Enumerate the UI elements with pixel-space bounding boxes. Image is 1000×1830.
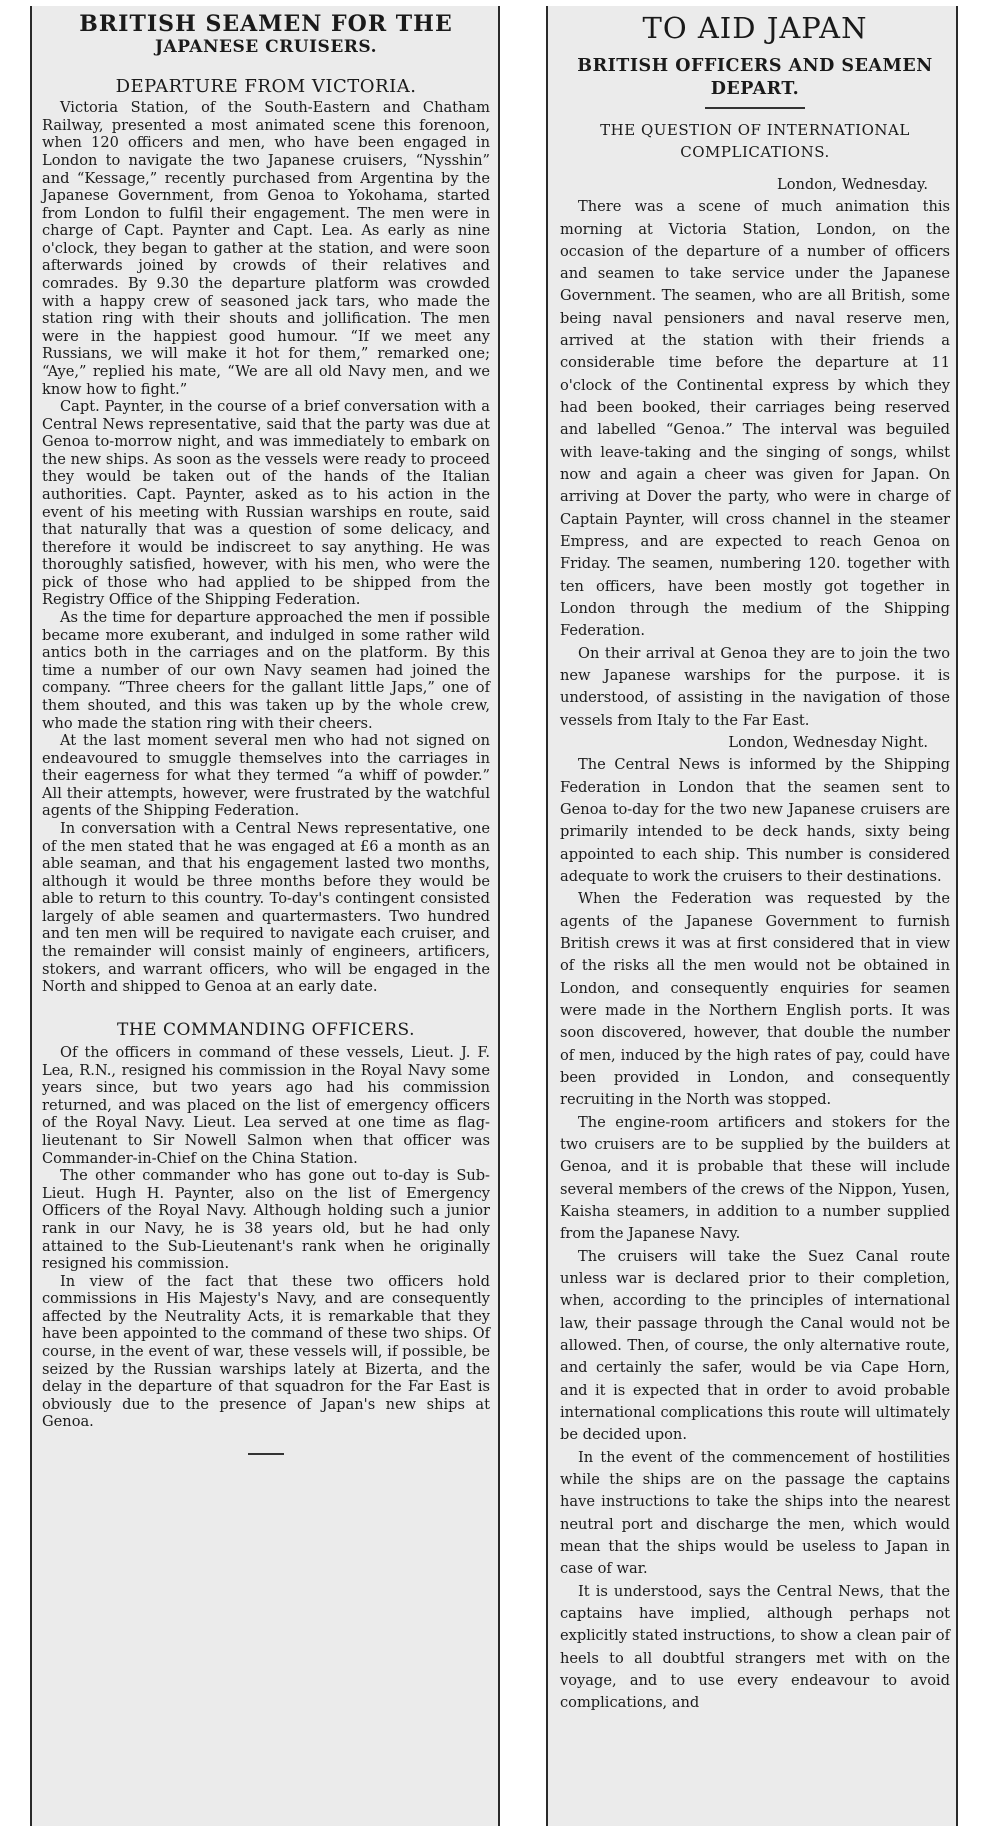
right-paragraph: When the Federation was requested by the agents of the Japanese Government to furnish British crews it was at first considered that in view of the risks all the men would not be obtained in London, and consequently enquiries for seamen were made in the Northern English ports. It was soon discovered, however, that double the number of men, induced by the high rates of pay, could have been provided in London, and consequently recruiting in the North was stopped. [560, 890, 950, 1109]
left-headline-2: JAPANESE CRUISERS. [154, 37, 377, 58]
left-paragraph: Victoria Station, of the South-Eastern and Chatham Railway, presented a most animated scene this forenoon, when 120 officers and men, who have been engaged in London to navigate the two Japanese cruisers, “Nysshin” and “Kessage,” recently purchased from Argentina by the Japanese Government, from Genoa to Yokohama, started from London to fulfil their engagement. The men were in charge of Capt. Paynter and Capt. Lea. As early as nine o'clock, they began to gather at the station, and were soon afterwards joined by crowds of their relatives and comrades. By 9.30 the departure platform was crowded with a happy crew of seasoned jack tars, who made the station ring with their shouts and jollification. The men were in the happiest good humour. “If we meet any Russians, we will make it hot for them,” remarked one; “Aye,” replied his mate, “We are all old Navy men, and we know how to fight.” [42, 99, 490, 398]
right-paragraph: The engine-room artificers and stokers for the two cruisers are to be supplied by the builders at Genoa, and it is probable that these will include several members of the crews of the Nippon, Yusen, Kaisha steamers, in addition to a number supplied from the Japanese Navy. [560, 1113, 950, 1243]
left-paragraph: In conversation with a Central News representative, one of the men stated that he was engaged at £6 a month as an able seaman, and that his engagement lasted two months, although it would be three months before they would be able to return to this country. To-day's contingent consisted largely of able seamen and quartermasters. Two hundred and ten men will be required to navigate each cruiser, and the remainder will consist mainly of engineers, artificers, stokers, and warrant officers, who will be engaged in the North and shipped to Genoa at an early date. [42, 819, 490, 996]
end-rule [248, 1453, 284, 1455]
right-paragraph: On their arrival at Genoa they are to join the two new Japanese warships for the purpose. it is understood, of assisting in the navigation of those vessels from Italy to the Far East. [560, 644, 950, 729]
divider [705, 107, 805, 109]
left-headline: BRITISH SEAMEN FOR THE [79, 11, 453, 37]
right-section-complications: THE QUESTION OF INTERNATIONAL COMPLICATIONS. [600, 120, 910, 162]
right-paragraph: The cruisers will take the Suez Canal route unless war is declared prior to their completion, when, according to the principles of international law, their passage through the Canal would not be allowed. Then, of course, the only alternative route, and certainly the safer, would be via Cape Horn, and it is expected that in order to avoid probable international complications this route will ultimately be decided upon. [560, 1247, 950, 1444]
right-clipping [546, 6, 958, 1826]
dateline: London, Wednesday Night. [728, 734, 928, 752]
left-paragraph: As the time for departure approached the men if possible became more exuberant, and indulged in some rather wild antics both in the carriages and on the platform. By this time a number of our own Navy seamen had joined the company. “Three cheers for the gallant little Japs,” one of them shouted, and this was taken up by the whole crew, who made the station ring with their cheers. [42, 609, 490, 732]
left-paragraph: The other commander who has gone out to-day is Sub-Lieut. Hugh H. Paynter, also on the list of Emergency Officers of the Royal Navy. Although holding such a junior rank in our Navy, he is 38 years old, but he had only attained to the Sub-Lieutenant's rank when he originally resigned his commission. [42, 1167, 490, 1273]
left-paragraph: Of the officers in command of these vessels, Lieut. J. F. Lea, R.N., resigned his commission in the Royal Navy some years since, but two years ago had his commission returned, and was placed on the list of emergency officers of the Royal Navy. Lieut. Lea served at one time as flag-lieutenant to Sir Nowell Salmon when that officer was Commander-in-Chief on the China Station. [42, 1044, 490, 1167]
right-paragraph: There was a scene of much animation this morning at Victoria Station, London, on the occasion of the departure of a number of officers and seamen to take service under the Japanese Government. The seamen, who are all British, some being naval pensioners and naval reserve men, arrived at the station with their friends a considerable time before the departure at 11 o'clock of the Continental express by which they had been booked, their carriages being reserved and labelled “Genoa.” The interval was beguiled with leave-taking and the singing of songs, whilst now and again a cheer was given for Japan. On arriving at Dover the party, who were in charge of Captain Paynter, will cross channel in the steamer Empress, and are expected to reach Genoa on Friday. The seamen, numbering 120. together with ten officers, have been mostly got together in London through the medium of the Shipping Federation. [560, 198, 950, 640]
right-paragraph: It is understood, says the Central News, that the captains have implied, although perhaps not explicitly stated instructions, to show a clean pair of heels to all doubtful strangers met with on the voyage, and to use every endeavour to avoid complications, and [560, 1582, 950, 1712]
left-paragraph: Capt. Paynter, in the course of a brief conversation with a Central News representative, said that the party was due at Genoa to-morrow night, and was immediately to embark on the new ships. As soon as the vessels were ready to proceed they would be taken out of the hands of the Italian authorities. Capt. Paynter, asked as to his action in the event of his meeting with Russian warships en route, said that naturally that was a question of some delicacy, and therefore it would be indiscreet to say anything. He was thoroughly satisfied, however, with his men, who were the pick of those who had applied to be shipped from the Registry Office of the Shipping Federation. [42, 398, 490, 609]
left-paragraph: At the last moment several men who had not signed on endeavoured to smuggle themselves into the carriages in their eagerness for what they termed “a whiff of powder.” All their attempts, however, were frustrated by the watchful agents of the Shipping Federation. [42, 732, 490, 820]
dateline: London, Wednesday. [777, 175, 928, 193]
left-section-officers: THE COMMANDING OFFICERS. [117, 1019, 415, 1040]
right-subhead: BRITISH OFFICERS AND SEAMEN DEPART. [577, 56, 933, 100]
right-paragraph: The Central News is informed by the Shipping Federation in London that the seamen sent to Genoa to-day for the two new Japanese cruisers are primarily intended to be deck hands, sixty being appointed to each ship. This number is considered adequate to work the cruisers to their destinations. [560, 756, 950, 886]
right-paragraph: In the event of the commencement of hostilities while the ships are on the passage the captains have instructions to take the ships into the nearest neutral port and discharge the men, which would mean that the ships would be useless to Japan in case of war. [560, 1448, 950, 1578]
left-section-departure: DEPARTURE FROM VICTORIA. [115, 75, 417, 97]
right-headline: TO AID JAPAN [642, 11, 868, 45]
left-clipping [30, 6, 500, 1826]
left-paragraph: In view of the fact that these two officers hold commissions in His Majesty's Navy, and are consequently affected by the Neutrality Acts, it is remarkable that they have been appointed to the command of these two ships. Of course, in the event of war, these vessels will, if possible, be seized by the Russian warships lately at Bizerta, and the delay in the departure of that squadron for the Far East is obviously due to the presence of Japan's new ships at Genoa. [42, 1272, 490, 1431]
